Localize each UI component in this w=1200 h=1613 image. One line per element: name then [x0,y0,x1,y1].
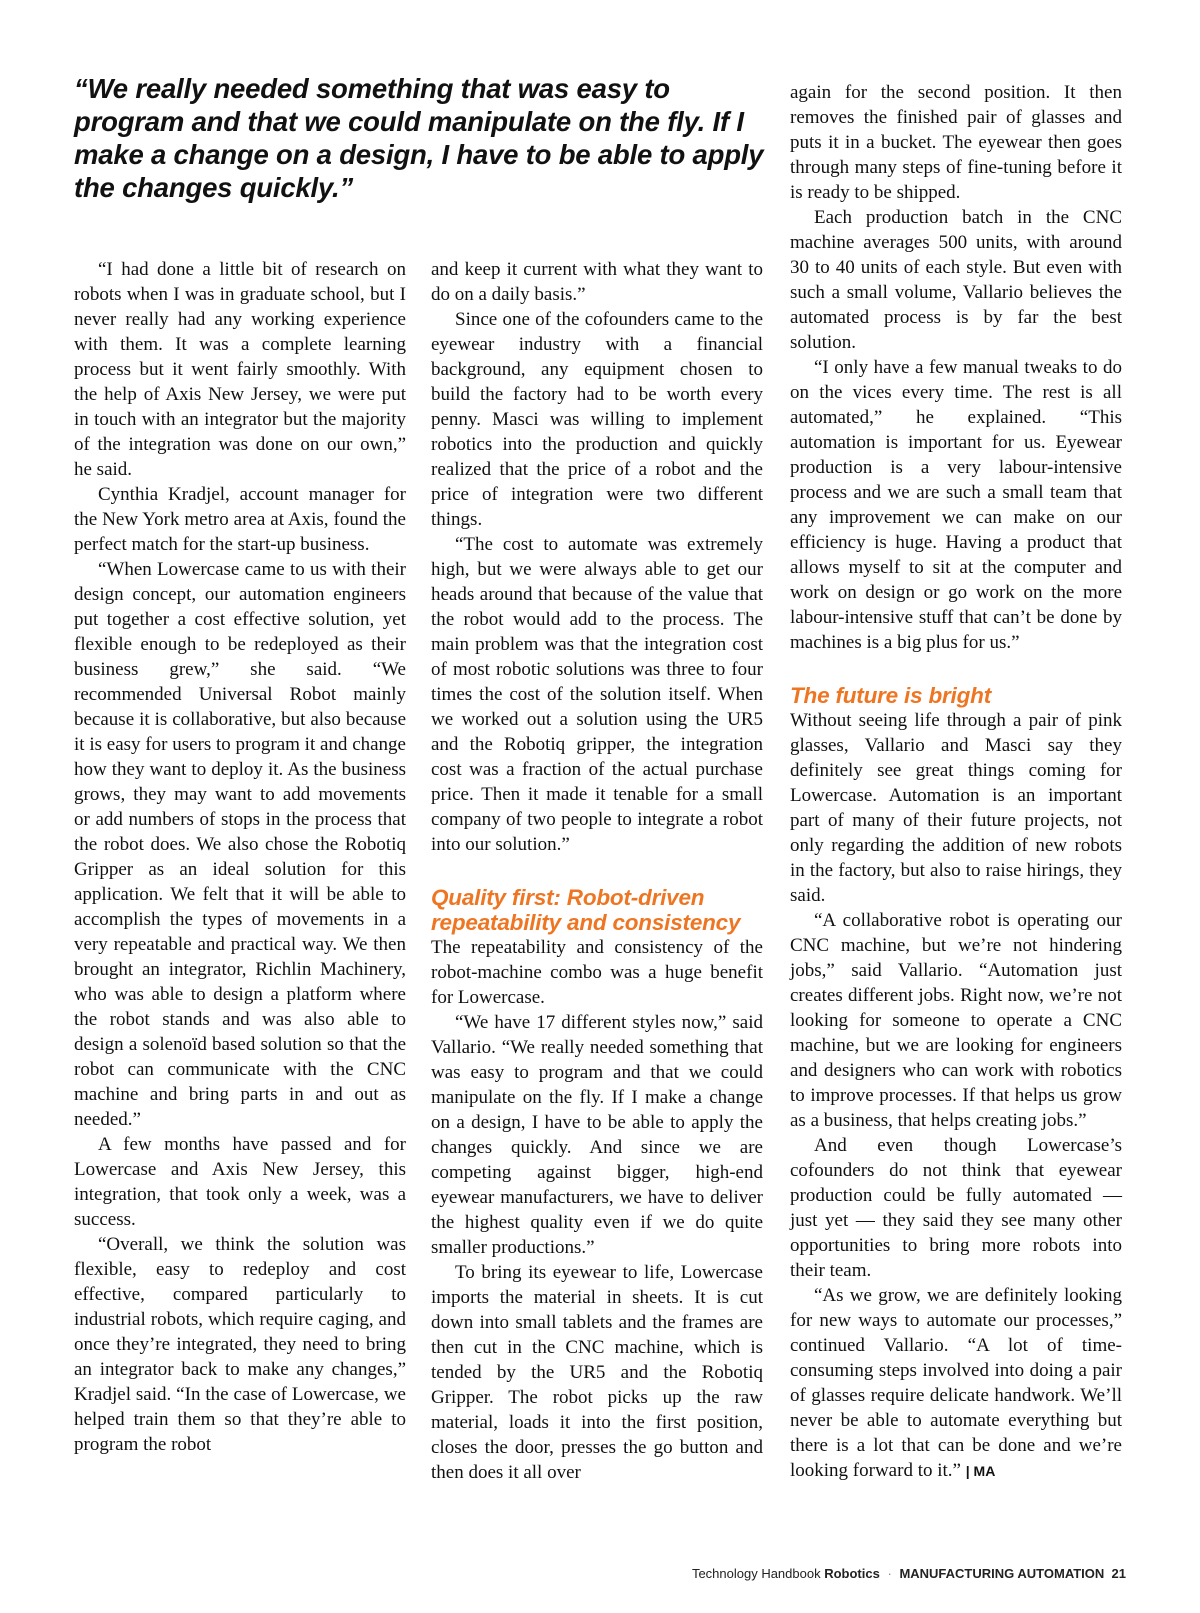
body-paragraph: and keep it current with what they want to do on a daily basis.” [431,259,763,305]
body-paragraph: A few months have passed and for Lowercase and Axis New Jersey, this integration, that took only a week, was a success. [74,1134,406,1230]
body-paragraph: “I had done a little bit of research on robots when I was in graduate school, but I never really had any working experience with them. It was a complete learning process but it went fairly smoothly. With the help of Axis New Jersey, we were put in touch with an integrator but the majority of the integration was done on our own,” he said. [74,259,406,480]
body-paragraph: The repeatability and consistency of the robot-machine combo was a huge benefit for Lowercase. [431,937,763,1008]
section-subhead-quality-first: Quality first: Robot-driven repeatability and consistency [431,885,741,935]
article-column-1 [74,257,406,1457]
footer-section: Technology Handbook [691,1566,821,1581]
page-footer [692,1566,1126,1581]
body-paragraph: “We have 17 different styles now,” said Vallario. “We really needed something that was easy to program and that we could manipulate on the fly. If I make a change on a design, I have to be able to apply the changes quickly. And since we are competing against bigger, high-end eyewear manufacturers, we have to deliver the highest quality even if we do quite smaller productions.” [431,1012,763,1258]
article-column-3 [790,80,1122,1484]
last-paragraph-text: “As we grow, we are definitely looking for new ways to automate our processes,” continued Vallario. “A lot of time-consuming steps involved into doing a pair of glasses require delicate handwork. We’ll never be able to automate everything but there is a lot that can be done and we’re looking forward to it.” [790,1285,1122,1481]
section-subhead-future-is-bright: The future is bright [790,683,991,708]
footer-magazine: MANUFACTURING AUTOMATION [899,1566,1105,1581]
body-paragraph: To bring its eyewear to life, Lowercase imports the material in sheets. It is cut down into small tablets and the frames are then cut in the CNC machine, which is tended by the UR5 and the Robotiq Gripper. The robot picks up the raw material, loads it into the first position, closes the door, presses the go button and then does it all over [431,1262,763,1483]
article-column-2 [431,257,763,1485]
body-paragraph-last [790,1283,1122,1484]
footer-separator: · [887,1566,892,1581]
pull-quote: “We really needed something that was easy to program and that we could manipulate on the fly. If I make a change on a design, I have to be able to apply the changes quickly.” [74,73,764,203]
page-number: 21 [1111,1566,1126,1581]
body-paragraph: “The cost to automate was extremely high, but we were always able to get our heads around that because of the value that the robot would add to the process. The main problem was that the integration cost of most robotic solutions was three to four times the cost of the solution itself. When we worked out a solution using the UR5 and the Robotiq gripper, the integration cost was a fraction of the actual purchase price. Then it made it tenable for a small company of two people to integrate a robot into our solution.” [431,534,763,855]
body-paragraph: “When Lowercase came to us with their design concept, our automation engineers put together a cost effective solution, yet flexible enough to be redeployed as their business grew,” she said. “We recommended Universal Robot mainly because it is collaborative, but also because it is easy for users to program it and change how they want to deploy it. As the business grows, they may want to add movements or add numbers of stops in the process that the robot does. We also chose the Robotiq Gripper as an ideal solution for this application. We felt that it will be able to accomplish the types of movements in a very repeatable and practical way. We then brought an integrator, Richlin Machinery, who was able to design a platform where the robot stands and was also able to design a solenoïd based solution so that the robot can communicate with the CNC machine and bring parts in and out as needed.” [74,559,406,1130]
body-paragraph: Since one of the cofounders came to the eyewear industry with a financial background, any equipment chosen to build the factory had to be worth every penny. Masci was willing to implement robotics into the production and quickly realized that the price of a robot and the price of integration were two different things. [431,309,763,530]
signature-ma: | MA [965,1463,996,1479]
body-paragraph: “Overall, we think the solution was flexible, easy to redeploy and cost effective, compared particularly to industrial robots, which require caging, and once they’re integrated, they need to bring an integrator back to make any changes,” Kradjel said. “In the case of Lowercase, we helped train them so that they’re able to program the robot [74,1234,406,1455]
body-paragraph: Each production batch in the CNC machine averages 500 units, with around 30 to 40 units of each style. But even with such a small volume, Vallario believes the automated process is by far the best solution. [790,207,1122,353]
body-paragraph: “A collaborative robot is operating our CNC machine, but we’re not hindering jobs,” said Vallario. “Automation just creates different jobs. Right now, we’re not looking for someone to operate a CNC machine, but we are looking for engineers and designers who can work with robotics to improve processes. If that helps us grow as a business, that helps creating jobs.” [790,910,1122,1131]
body-paragraph: And even though Lowercase’s cofounders do not think that eyewear production could be fully automated — just yet — they said they see many other opportunities to bring more robots into their team. [790,1135,1122,1281]
body-paragraph: Without seeing life through a pair of pink glasses, Vallario and Masci say they definitely see great things coming for Lowercase. Automation is an important part of many of their future projects, not only regarding the addition of new robots in the factory, but also to raise hirings, they said. [790,710,1122,906]
body-paragraph: Cynthia Kradjel, account manager for the New York metro area at Axis, found the perfect match for the start-up business. [74,484,406,555]
footer-topic: Robotics [824,1566,880,1581]
body-paragraph: “I only have a few manual tweaks to do on the vices every time. The rest is all automated,” he explained. “This automation is important for us. Eyewear production is a very labour-intensive process and we are such a small team that any improvement we can make on our efficiency is huge. Having a product that allows myself to sit at the computer and work on design or go work on the more labour-intensive stuff that can’t be done by machines is a big plus for us.” [790,357,1122,653]
body-paragraph: again for the second position. It then removes the finished pair of glasses and puts it in a bucket. The eyewear then goes through many steps of fine-tuning before it is ready to be shipped. [790,82,1122,203]
